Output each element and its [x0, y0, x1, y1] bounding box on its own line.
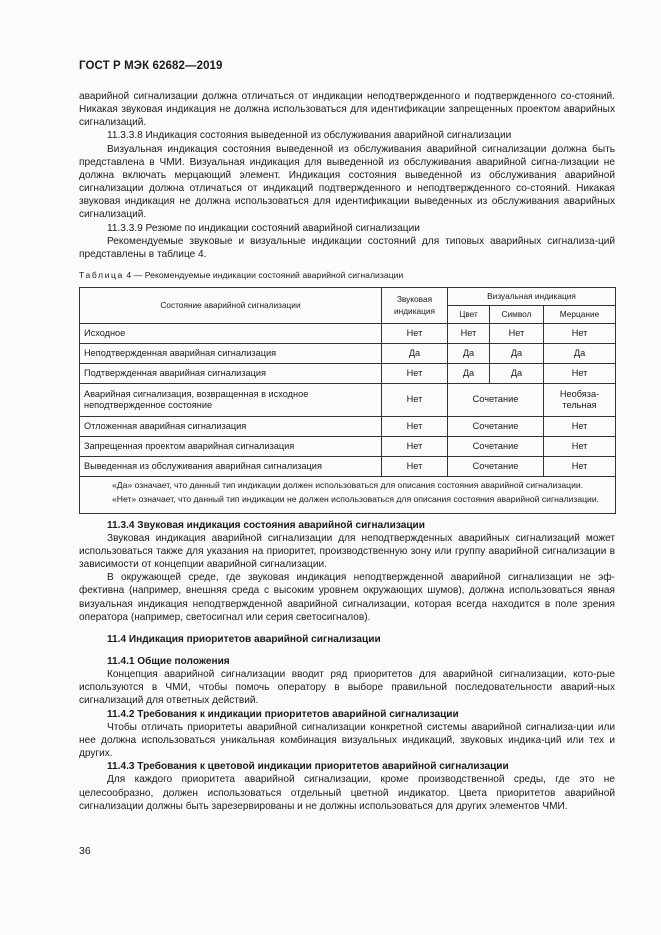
- page-number: 36: [79, 845, 91, 857]
- cell-flash: Нет: [544, 417, 616, 437]
- paragraph: Чтобы отличать приоритеты аварийной сигнализации конкретной системы аварийной сигнализа-ции или нее должна использоваться уникальная комбинация визуальных индикаций, звуковых индика-ций или тех и других.: [79, 721, 615, 760]
- cell-state: Аварийная сигнализация, возвращенная в исходное неподтвержденное состояние: [80, 384, 382, 417]
- table-note: «Да» означает, что данный тип индикации должен использоваться для описания состояния аварийной сигнализации.: [112, 480, 584, 491]
- table-row: [80, 437, 616, 457]
- header-color: Цвет: [448, 306, 490, 324]
- page-content: [79, 90, 615, 813]
- header-visual: Визуальная индикация: [448, 288, 616, 306]
- section-heading: 11.3.4 Звуковая индикация состояния аварийной сигнализации: [107, 519, 425, 531]
- paragraph: Звуковая индикация аварийной сигнализации для неподтвержденных аварийных сигнализаций может использоваться также для указания на приоритет, производственную зону или группу аварийной сигнализации в зависимости от концепции аварийной сигнализации.: [79, 532, 615, 571]
- cell-sound: Нет: [382, 364, 448, 384]
- cell-sound: Нет: [382, 384, 448, 417]
- header-symbol: Символ: [490, 306, 544, 324]
- header-flash: Мерцание: [544, 306, 616, 324]
- cell-symbol: Да: [490, 364, 544, 384]
- section-heading: 11.4 Индикация приоритетов аварийной сигнализации: [107, 633, 381, 645]
- cell-flash: Да: [544, 344, 616, 364]
- table-row: [80, 324, 616, 344]
- cell-flash: Нет: [544, 364, 616, 384]
- cell-symbol: Да: [490, 344, 544, 364]
- cell-combined: Сочетание: [448, 384, 544, 417]
- cell-sound: Нет: [382, 457, 448, 477]
- cell-combined: Сочетание: [448, 457, 544, 477]
- cell-combined: Сочетание: [448, 417, 544, 437]
- section-heading: 11.4.3 Требования к цветовой индикации приоритетов аварийной сигнализации: [107, 761, 509, 773]
- table-note: «Нет» означает, что данный тип индикации не должен использоваться для описания состояния аварийной сигнализации.: [112, 494, 600, 505]
- cell-state: Исходное: [80, 324, 382, 344]
- cell-symbol: Нет: [490, 324, 544, 344]
- table-row: [80, 384, 616, 417]
- paragraph: Концепция аварийной сигнализации вводит ряд приоритетов для аварийной сигнализации, кото-рые используются в ЧМИ, чтобы помочь оператору в выборе правильной последовательности аварий-ных сигнализаций для ответных действий.: [79, 669, 615, 707]
- header-sound: Звуковая индикация: [382, 288, 448, 324]
- table-notes: [80, 477, 616, 513]
- cell-combined: Сочетание: [448, 437, 544, 457]
- cell-flash: Необяза-тельная: [544, 384, 616, 417]
- cell-sound: Да: [382, 344, 448, 364]
- table-caption-text: 4 — Рекомендуемые индикации состояний аварийной сигнализации: [126, 270, 404, 281]
- paragraph: Рекомендуемые звуковые и визуальные индикации состояний для типовых аварийных сигнализа-ций представлены в таблице 4.: [79, 235, 615, 260]
- paragraph: Визуальная индикация состояния выведенной из обслуживания аварийной сигнализации должна быть представлена в ЧМИ. Визуальная индикация для выведенной из обслуживания аварийной сигна-лизации не должна включать мерцающий элемент. Индикация состояния выведенной из обслуживания аварийной сигнализации должна отличаться от индикаций подтвержденного и неподтвержденного со-стояний. Никакая звуковая индикация не должна использоваться для идентификации выведенных из обслуживания аварийных сигнализаций.: [79, 143, 615, 221]
- cell-flash: Нет: [544, 324, 616, 344]
- paragraph: Для каждого приоритета аварийной сигнализации, кроме производственной среды, где это не целесообразно, должен использоваться отдельный цветной индикатор. Цвета приоритетов аварийной сигнализации должны быть зарезервированы и не должны использоваться для других элементов ЧМИ.: [79, 774, 615, 812]
- cell-color: Да: [448, 344, 490, 364]
- cell-color: Да: [448, 364, 490, 384]
- cell-flash: Нет: [544, 437, 616, 457]
- header-state: Состояние аварийной сигнализации: [80, 288, 382, 324]
- cell-sound: Нет: [382, 324, 448, 344]
- table-caption: [79, 269, 615, 282]
- table-header-row: [80, 288, 616, 306]
- section-heading: 11.4.1 Общие положения: [107, 656, 230, 667]
- cell-state: Запрещенная проектом аварийная сигнализация: [80, 437, 382, 457]
- table-caption-label: Таблица: [79, 270, 124, 281]
- cell-state: Выведенная из обслуживания аварийная сигнализация: [80, 457, 382, 477]
- cell-flash: Нет: [544, 457, 616, 477]
- cell-state: Отложенная аварийная сигнализация: [80, 417, 382, 437]
- cell-sound: Нет: [382, 417, 448, 437]
- section-heading: 11.4.2 Требования к индикации приоритетов аварийной сигнализации: [107, 708, 459, 720]
- subsection-title: 11.3.3.8 Индикация состояния выведенной из обслуживания аварийной сигнализации: [107, 130, 512, 142]
- subsection-title: 11.3.3.9 Резюме по индикации состояний аварийной сигнализации: [107, 222, 420, 234]
- paragraph: В окружающей среде, где звуковая индикация неподтвержденной аварийной сигнализации не эф-фективна (например, внешняя среда с высоким уровнем окружающих шумов), должна использоваться явная визуальная индикация неподтвержденной аварийной сигнализации, которая всегда находится в поле зрения оператора (например, светосигнал или серия светосигналов).: [79, 572, 615, 623]
- paragraph: аварийной сигнализации должна отличаться от индикации неподтвержденного и подтвержденного со-стояний. Никакая звуковая индикация не должна использоваться для идентификации запрещенных проектом аварийных сигнализаций.: [79, 91, 615, 129]
- table-row: [80, 417, 616, 437]
- cell-state: Подтвержденная аварийная сигнализация: [80, 364, 382, 384]
- cell-state: Неподтвержденная аварийная сигнализация: [80, 344, 382, 364]
- indication-table: [79, 287, 616, 513]
- table-note-row: [80, 477, 616, 513]
- table-row: [80, 457, 616, 477]
- table-row: [80, 344, 616, 364]
- document-header: ГОСТ Р МЭК 62682—2019: [79, 60, 223, 72]
- cell-color: Нет: [448, 324, 490, 344]
- cell-sound: Нет: [382, 437, 448, 457]
- table-row: [80, 364, 616, 384]
